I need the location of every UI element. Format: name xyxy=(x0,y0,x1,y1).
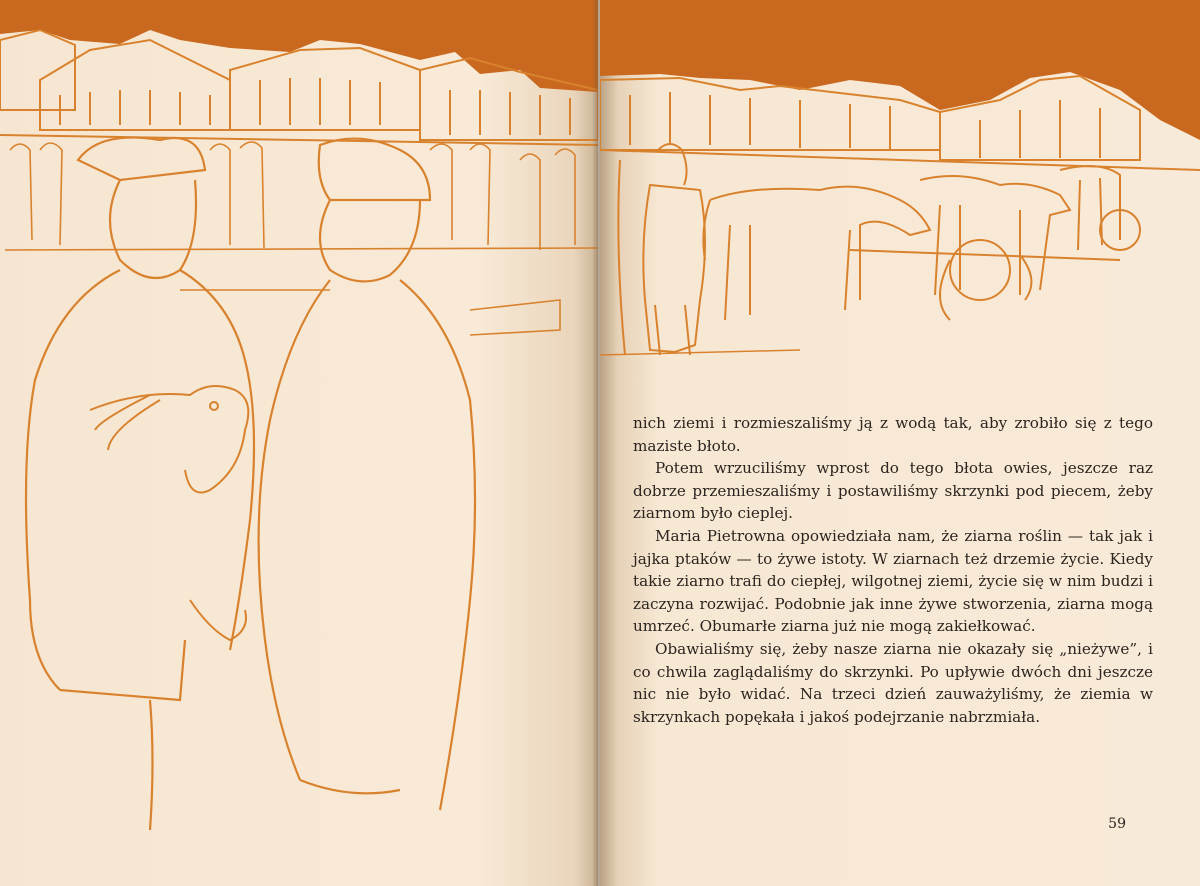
body-text xyxy=(633,412,1153,728)
market-scene-horses-and-carts-icon xyxy=(600,0,1200,400)
paragraph: Maria Pietrowna opowiedziała nam, że ziarna roślin — tak jak i jajka ptaków — to żywe istoty. W ziarnach też drzemie życie. Kiedy takie ziarno trafi do ciepłej, wilgotnej ziemi, życie się w nim budzi i zaczyna rozwijać. Podobnie jak inne żywe stworzenia, ziarna mogą umrzeć. Obumarłe ziarna już nie mogą zakiełkować. xyxy=(633,526,1153,636)
page-number: 59 xyxy=(1108,816,1126,832)
paragraph: nich ziemi i rozmieszaliśmy ją z wodą tak, aby zrobiło się z tego maziste błoto. xyxy=(633,414,1153,455)
paragraph: Obawialiśmy się, żeby nasze ziarna nie okazały się „nieżywe”, i co chwila zaglądaliśmy do skrzynki. Po upływie dwóch dni jeszcze nic nie było widać. Na trzeci dzień zauważyliśmy, że ziemia w skrzynkach popękała i jakoś podejrzanie nabrzmiała. xyxy=(633,639,1153,726)
right-page xyxy=(600,0,1200,886)
left-page xyxy=(0,0,598,886)
market-scene-two-men-with-hare-icon xyxy=(0,0,598,886)
paragraph: Potem wrzuciliśmy wprost do tego błota owies, jeszcze raz dobrze przemieszaliśmy i postawiliśmy skrzynki pod piecem, żeby ziarnom było cieplej. xyxy=(633,459,1153,523)
